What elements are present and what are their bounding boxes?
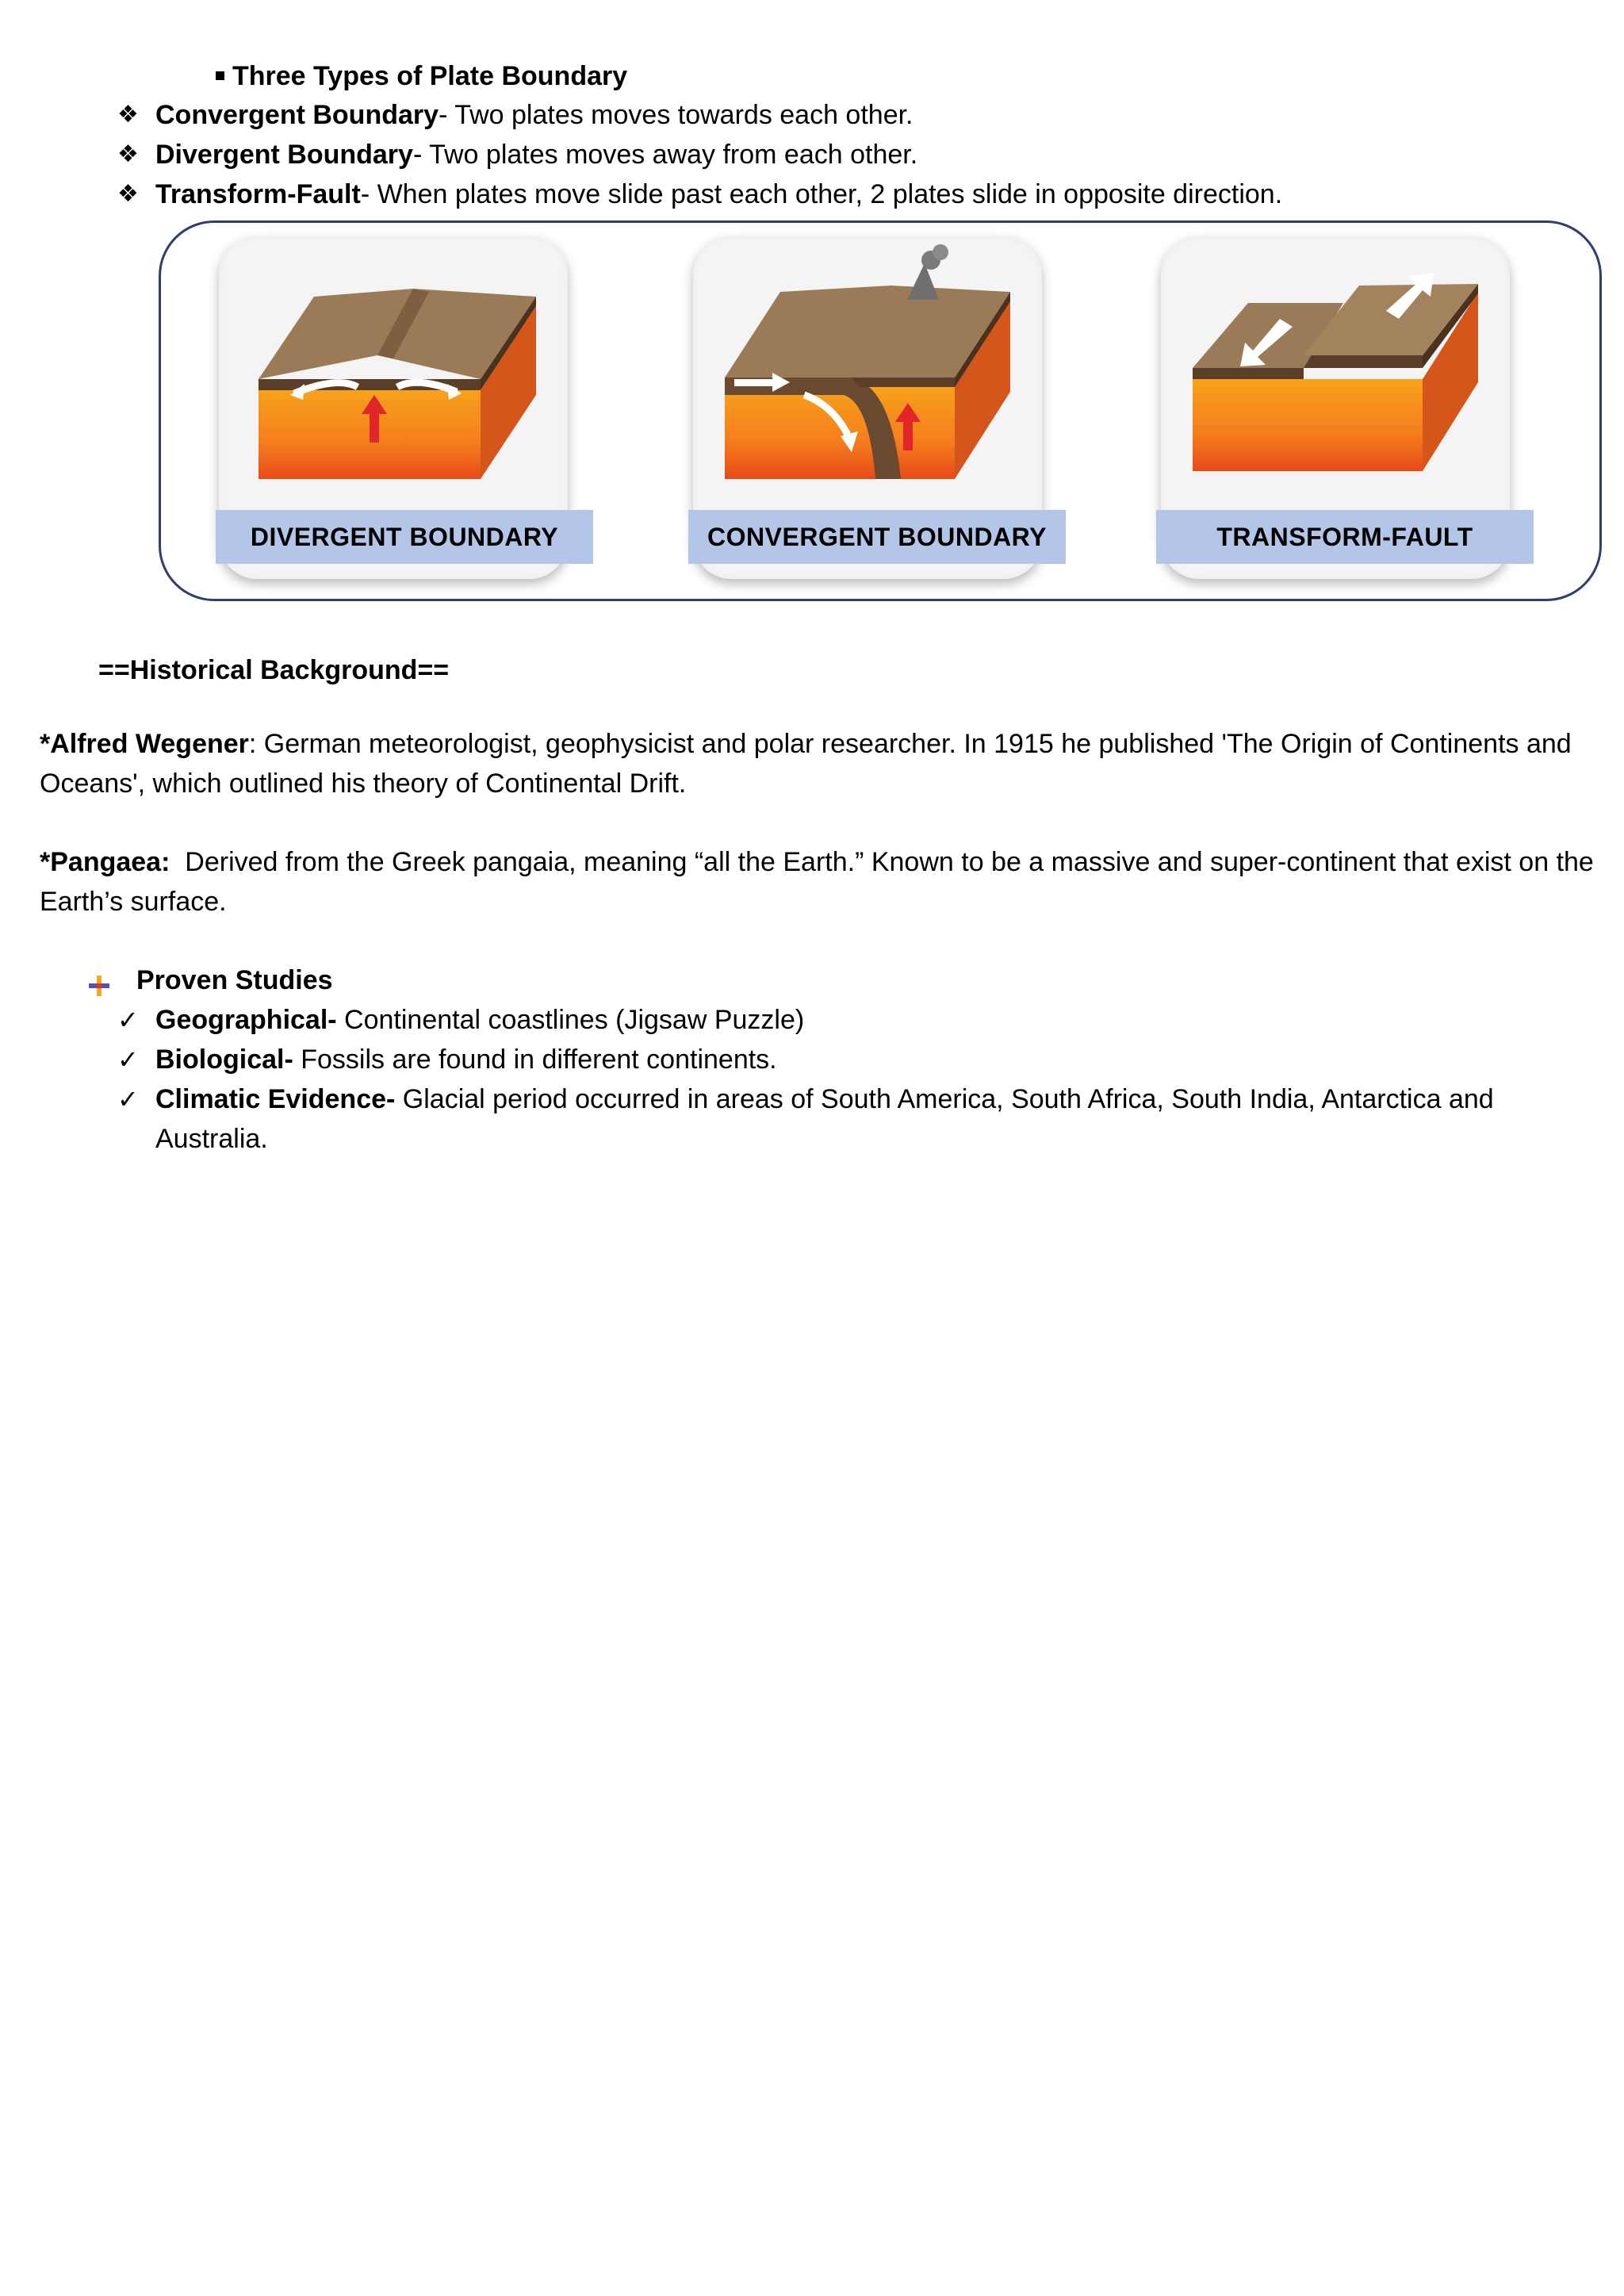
diamond-bullet-icon: ❖	[117, 141, 139, 167]
proven-item-climatic: ✓ Climatic Evidence- Glacial period occurred in areas of South America, South Africa, South India, Antarctica and Australia.	[117, 1079, 1551, 1159]
proven-studies-heading: Proven Studies	[136, 965, 333, 995]
diamond-bullet-icon: ❖	[117, 102, 139, 128]
diamond-bullet-icon: ❖	[117, 181, 139, 207]
check-mark-icon: ✓	[117, 1085, 139, 1114]
check-mark-icon: ✓	[117, 1045, 139, 1074]
proven-item-biological: ✓ Biological- Fossils are found in different continents.	[117, 1040, 777, 1079]
check-mark-icon: ✓	[117, 1006, 139, 1034]
pangaea-paragraph: *Pangaea: Derived from the Greek pangaia, meaning “all the Earth.” Known to be a massive and super-continent that exist on the Earth’s surface.	[40, 847, 1602, 917]
list-item-convergent: ❖ Convergent Boundary- Two plates moves towards each other.	[117, 95, 914, 135]
caption-transform: TRANSFORM-FAULT	[1156, 510, 1534, 564]
plus-star-icon	[87, 974, 111, 998]
proven-item-geographical: ✓ Geographical- Continental coastlines (Jigsaw Puzzle)	[117, 1000, 804, 1040]
square-bullet-icon	[216, 71, 224, 80]
wegener-paragraph: *Alfred Wegener: German meteorologist, geophysicist and polar researcher. In 1915 he published 'The Origin of Continents and Oceans', which outlined his theory of Continental Drift.	[40, 729, 1572, 799]
plate-boundary-heading: Three Types of Plate Boundary	[216, 56, 627, 96]
caption-divergent: DIVERGENT BOUNDARY	[216, 510, 593, 564]
historical-heading: ==Historical Background==	[98, 655, 450, 685]
list-item-transform: ❖ Transform-Fault- When plates move slide past each other, 2 plates slide in opposite direction.	[117, 174, 1282, 214]
list-item-divergent: ❖ Divergent Boundary- Two plates moves away from each other.	[117, 135, 917, 174]
caption-convergent: CONVERGENT BOUNDARY	[688, 510, 1066, 564]
